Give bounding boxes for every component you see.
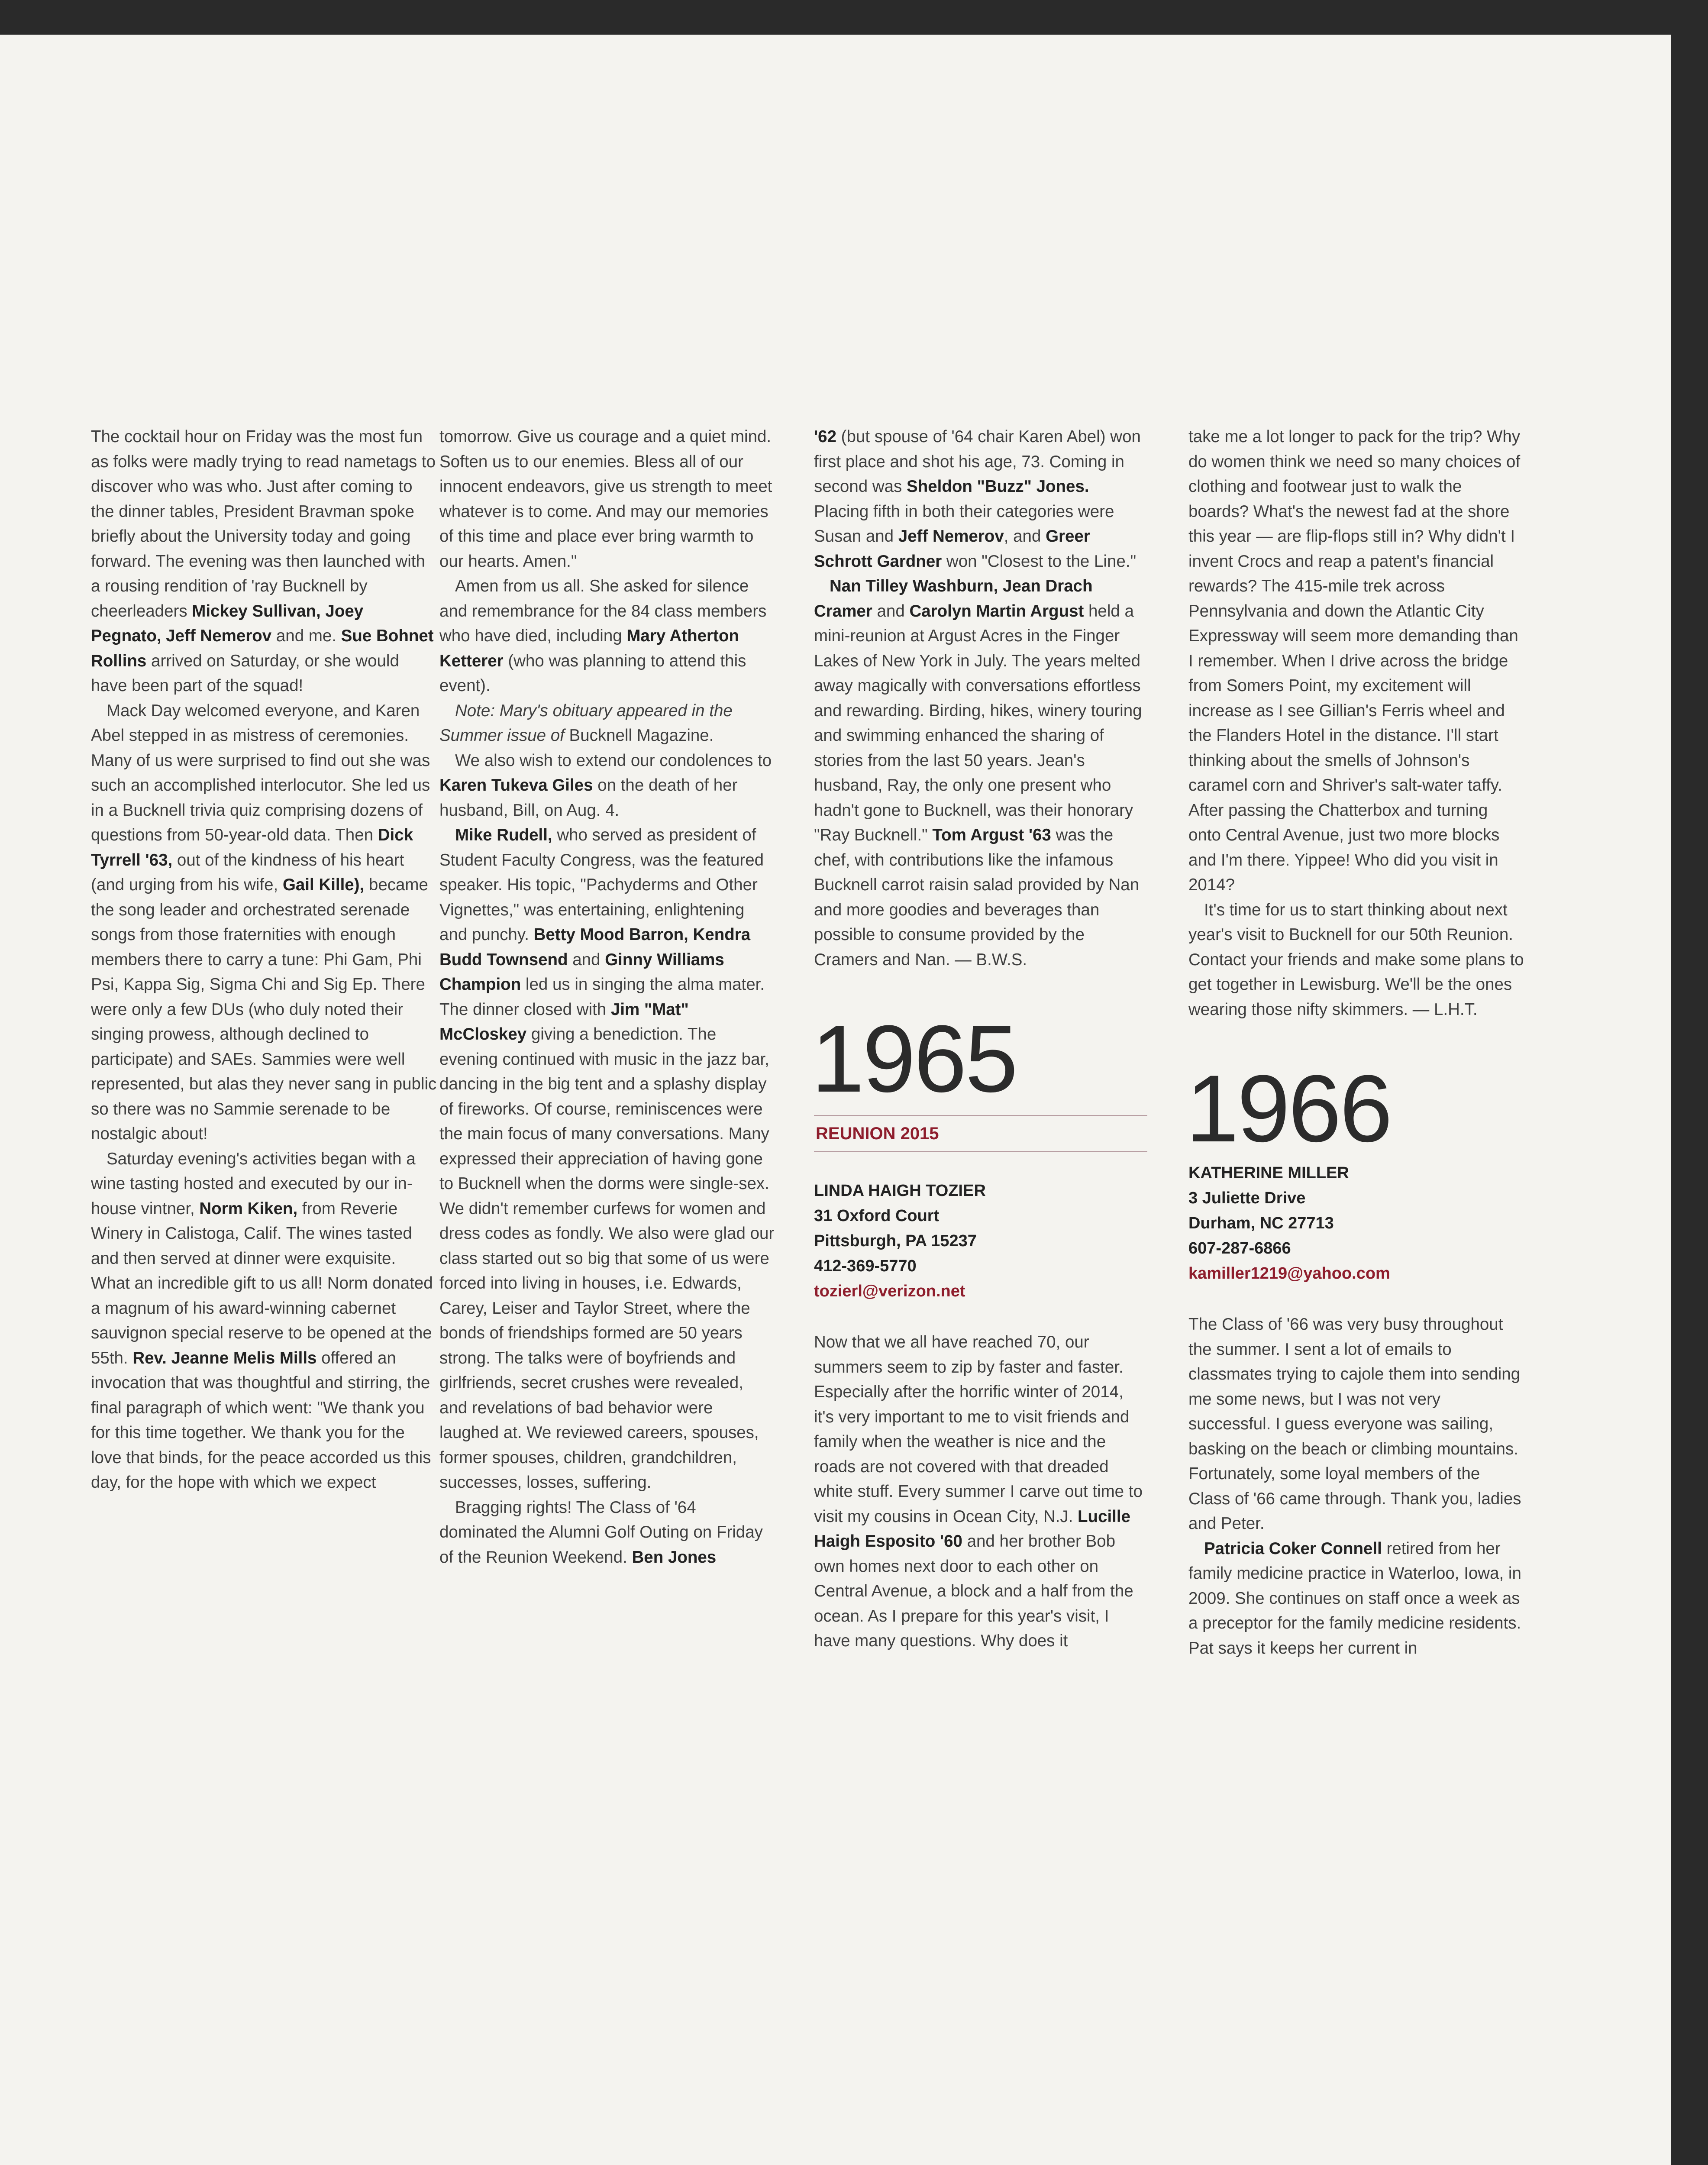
- column-4: [1188, 424, 1524, 1661]
- class-contact: [1188, 1160, 1524, 1286]
- paragraph: take me a lot longer to pack for the trip? Why do women think we need so many choices of clothing and footwear just to walk the boards? What's the newest fad at the shore this year — are flip-flops still in? Why didn't I invent Crocs and reap a patent's financial rewards? The 415-mile trek across Pennsylvania and down the Atlantic City Expressway will seem more demanding than I remember. When I drive across the bridge from Somers Point, my excitement will increase as I see Gillian's Ferris wheel and the Flanders Hotel in the distance. I'll start thinking about the smells of Johnson's caramel corn and Shriver's salt-water taffy. After passing the Chatterbox and turning onto Central Avenue, just two more blocks and I'm there. Yippee! Who did you visit in 2014?: [1188, 427, 1521, 894]
- contact-name: KATHERINE MILLER: [1188, 1164, 1349, 1182]
- reunion-label: REUNION 2015: [816, 1124, 939, 1143]
- contact-phone: 412-369-5770: [814, 1257, 917, 1275]
- paragraph: Nan Tilley Washburn, Jean Drach Cramer and Carolyn Martin Argust held a mini-reunion at Argust Acres in the Finger Lakes of New York in July. The years melted away magically with conversations effortless and rewarding. Birding, hikes, winery touring and swimming enhanced the sharing of stories from the last 50 years. Jean's husband, Ray, the only one present who hadn't gone to Bucknell, was their honorary "Ray Bucknell." Tom Argust '63 was the chef, with contributions like the infamous Bucknell carrot raisin salad provided by Nan and more goodies and beverages than possible to consume provided by the Cramers and Nan. — B.W.S.: [814, 577, 1142, 969]
- contact-email-link[interactable]: kamiller1219@yahoo.com: [1188, 1264, 1390, 1283]
- paragraph: tomorrow. Give us courage and a quiet mind. Soften us to our enemies. Bless all of our innocent endeavors, give us strength to meet whatever is to come. And may our memories of this time and place ever bring warmth to our hearts. Amen.": [439, 427, 772, 571]
- column-3: [811, 424, 1147, 1654]
- paragraph: The cocktail hour on Friday was the most fun as folks were madly trying to read nametags to discover who was who. Just after coming to the dinner tables, President Bravman spoke briefly about the University today and going forward. The evening was then launched with a rousing rendition of 'ray Bucknell by cheerleaders Mickey Sullivan, Joey Pegnato, Jeff Nemerov and me. Sue Bohnet Rollins arrived on Saturday, or she would have been part of the squad!: [91, 427, 436, 695]
- contact-city: Pittsburgh, PA 15237: [814, 1232, 977, 1250]
- class-contact: [814, 1178, 1147, 1304]
- paragraph: Patricia Coker Connell retired from her family medicine practice in Waterloo, Iowa, in 2009. She continues on staff once a week as a preceptor for the family medicine residents. Pat says it keeps her current in: [1188, 1539, 1521, 1658]
- column-1: [91, 424, 437, 1495]
- contact-name: LINDA HAIGH TOZIER: [814, 1182, 986, 1200]
- paragraph: The Class of '66 was very busy throughout the summer. I sent a lot of emails to classmates trying to cajole them into sending me some news, but I was not very successful. I guess everyone was sailing, basking on the beach or climbing mountains. Fortunately, some loyal members of the Class of '66 came through. Thank you, ladies and Peter.: [1188, 1315, 1521, 1533]
- paragraph: It's time for us to start thinking about next year's visit to Bucknell for our 50th Reunion. Contact your friends and make some plans to get together in Lewisburg. We'll be the ones wearing those nifty skimmers. — L.H.T.: [1188, 900, 1524, 1019]
- contact-city: Durham, NC 27713: [1188, 1214, 1334, 1232]
- paragraph: Saturday evening's activities began with a wine tasting hosted and executed by our in-house vintner, Norm Kiken, from Reverie Winery in Calistoga, Calif. The wines tasted and then served at dinner were exquisite. What an incredible gift to us all! Norm donated a magnum of his award-winning cabernet sauvignon special reserve to be opened at the 55th. Rev. Jeanne Melis Mills offered an invocation that was thoughtful and stirring, the final paragraph of which went: "We thank you for this time together. We thank you for the love that binds, for the peace accorded us this day, for the hope with which we expect: [91, 1149, 433, 1492]
- divider: [814, 1151, 1147, 1152]
- paragraph: '62 (but spouse of '64 chair Karen Abel) won first place and shot his age, 73. Coming in second was Sheldon "Buzz" Jones. Placing fifth in both their categories were Susan and Jeff Nemerov, and Greer Schrott Gardner won "Closest to the Line.": [814, 427, 1141, 571]
- class-year-heading: 1966: [1186, 1055, 1391, 1162]
- paragraph: Bragging rights! The Class of '64 dominated the Alumni Golf Outing on Friday of the Reunion Weekend. Ben Jones: [439, 1498, 763, 1567]
- class-year-heading: 1965: [811, 1005, 1017, 1112]
- contact-street: 3 Juliette Drive: [1188, 1189, 1306, 1207]
- column-2: [439, 424, 775, 1570]
- paragraph: Amen from us all. She asked for silence and remembrance for the 84 class members who have died, including Mary Atherton Ketterer (who was planning to attend this event).: [439, 577, 767, 695]
- paragraph: Mike Rudell, who served as president of Student Faculty Congress, was the featured speaker. His topic, "Pachyderms and Other Vignettes," was entertaining, enlightening and punchy. Betty Mood Barron, Kendra Budd Townsend and Ginny Williams Champion led us in singing the alma mater. The dinner closed with Jim "Mat" McCloskey giving a benediction. The evening continued with music in the jazz bar, dancing in the big tent and a splashy display of fireworks. Of course, reminiscences were the main focus of many conversations. Many expressed their appreciation of having gone to Bucknell when the dorms were single-sex. We didn't remember curfews for women and dress codes as fondly. We also were glad our class started out so big that some of us were forced into living in houses, i.e. Edwards, Carey, Leiser and Taylor Street, where the bonds of friendships formed are 50 years strong. The talks were of boyfriends and girlfriends, secret crushes were revealed, and revelations of bad behavior were laughed at. We reviewed careers, spouses, former spouses, children, grandchildren, successes, losses, suffering.: [439, 826, 775, 1492]
- paragraph: Now that we all have reached 70, our summers seem to zip by faster and faster. Especially after the horrific winter of 2014, it's very important to me to visit friends and family when the weather is nice and the roads are not covered with that dreaded white stuff. Every summer I carve out time to visit my cousins in Ocean City, N.J. Lucille Haigh Esposito '60 and her brother Bob own homes next door to each other on Central Avenue, a block and a half from the ocean. As I prepare for this year's visit, I have many questions. Why does it: [814, 1333, 1143, 1650]
- contact-phone: 607-287-6866: [1188, 1239, 1291, 1257]
- paragraph: We also wish to extend our condolences to Karen Tukeva Giles on the death of her husband, Bill, on Aug. 4.: [439, 751, 772, 820]
- paragraph: Note: Mary's obituary appeared in the Summer issue of Bucknell Magazine.: [439, 701, 733, 745]
- paragraph: Mack Day welcomed everyone, and Karen Abel stepped in as mistress of ceremonies. Many of us were surprised to find out she was such an accomplished interlocutor. She led us in a Bucknell trivia quiz comprising dozens of questions from 50-year-old data. Then Dick Tyrrell '63, out of the kindness of his heart (and urging from his wife, Gail Kille), became the song leader and orchestrated serenade songs from those fraternities with enough members there to carry a tune: Phi Gam, Phi Psi, Kappa Sig, Sigma Chi and Sig Ep. There were only a few DUs (who duly noted their singing prowess, although declined to participate) and SAEs. Sammies were well represented, but alas they never sang in public so there was no Sammie serenade to be nostalgic about!: [91, 701, 437, 1143]
- contact-street: 31 Oxford Court: [814, 1207, 940, 1225]
- contact-email-link[interactable]: tozierl@verizon.net: [814, 1282, 965, 1300]
- magazine-page: [0, 35, 1671, 2165]
